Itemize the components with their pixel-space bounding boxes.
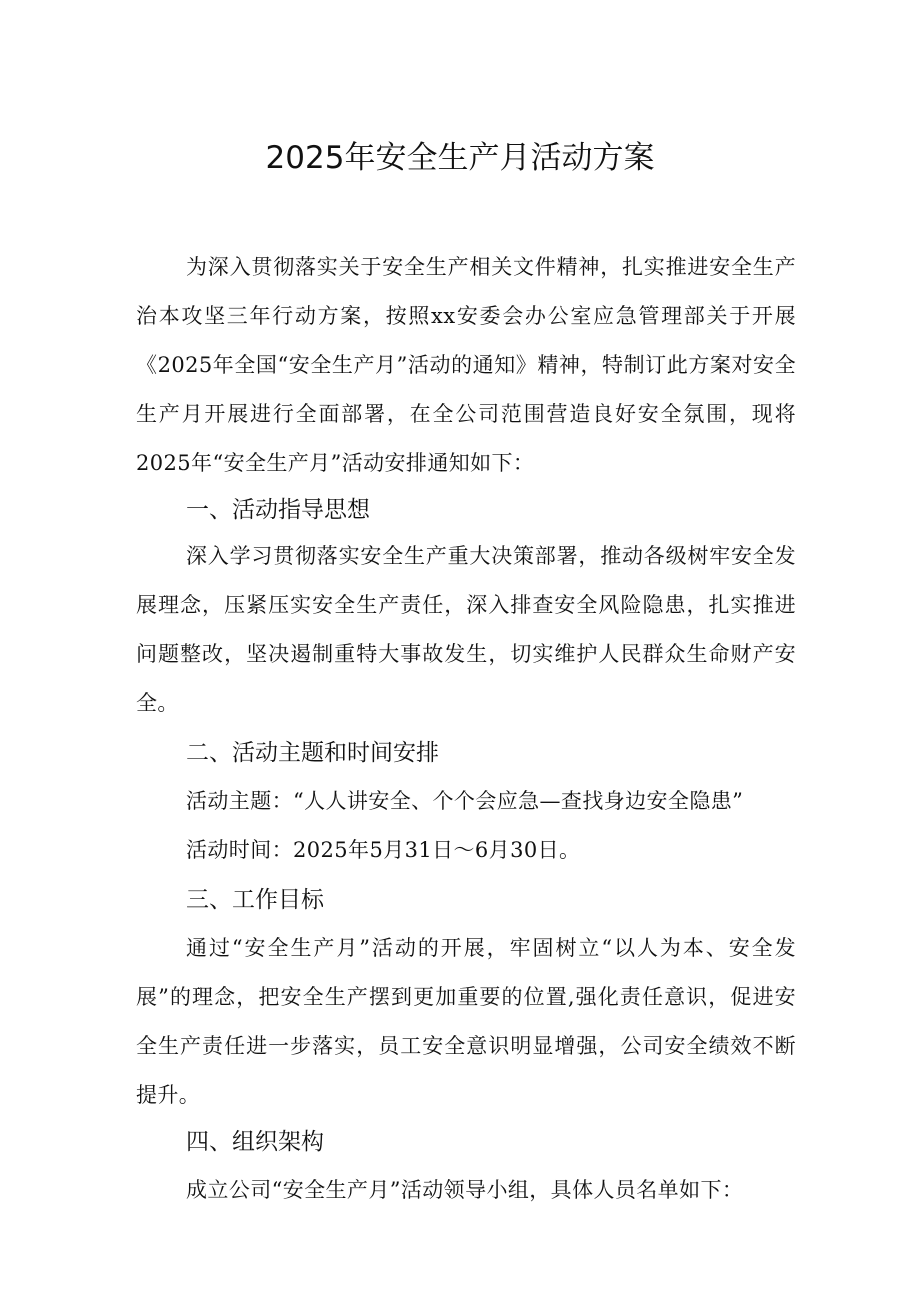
activity-theme-line: 活动主题：“人人讲安全、个个会应急—查找身边安全隐患”	[186, 789, 744, 813]
guiding-ideology-paragraph: 深入学习贯彻落实安全生产重大决策部署，推动各级树牢安全发展理念，压紧压实安全生产责任，深入排查安全风险隐患，扎实推进问题整改，坚决遏制重特大事故发生，切实维护人民群众生命财产安全。	[136, 544, 796, 715]
section-heading-guiding-ideology: 一、活动指导思想	[186, 497, 370, 523]
section-heading-organization: 四、组织架构	[186, 1129, 324, 1155]
section-heading-theme-and-schedule: 二、活动主题和时间安排	[186, 740, 439, 766]
section-heading-work-goals: 三、工作目标	[186, 887, 324, 913]
document-title: 2025年安全生产月活动方案	[265, 140, 655, 176]
work-goals-paragraph: 通过“安全生产月”活动的开展，牢固树立“以人为本、安全发展”的理念，把安全生产摆到更加重要的位置,强化责任意识，促进安全生产责任进一步落实，员工安全意识明显增强，公司安全绩效不断提升。	[136, 936, 796, 1107]
organization-paragraph: 成立公司“安全生产月”活动领导小组，具体人员名单如下：	[186, 1178, 744, 1202]
activity-time-line: 活动时间：2025年5月31日～6月30日。	[186, 838, 581, 862]
intro-paragraph: 为深入贯彻落实关于安全生产相关文件精神，扎实推进安全生产治本攻坚三年行动方案，按照xx安委会办公室应急管理部关于开展《2025年全国“安全生产月”活动的通知》精神，特制订此方案对安全生产月开展进行全面部署，在全公司范围营造良好安全氛围，现将2025年“安全生产月”活动安排通知如下：	[136, 255, 796, 475]
